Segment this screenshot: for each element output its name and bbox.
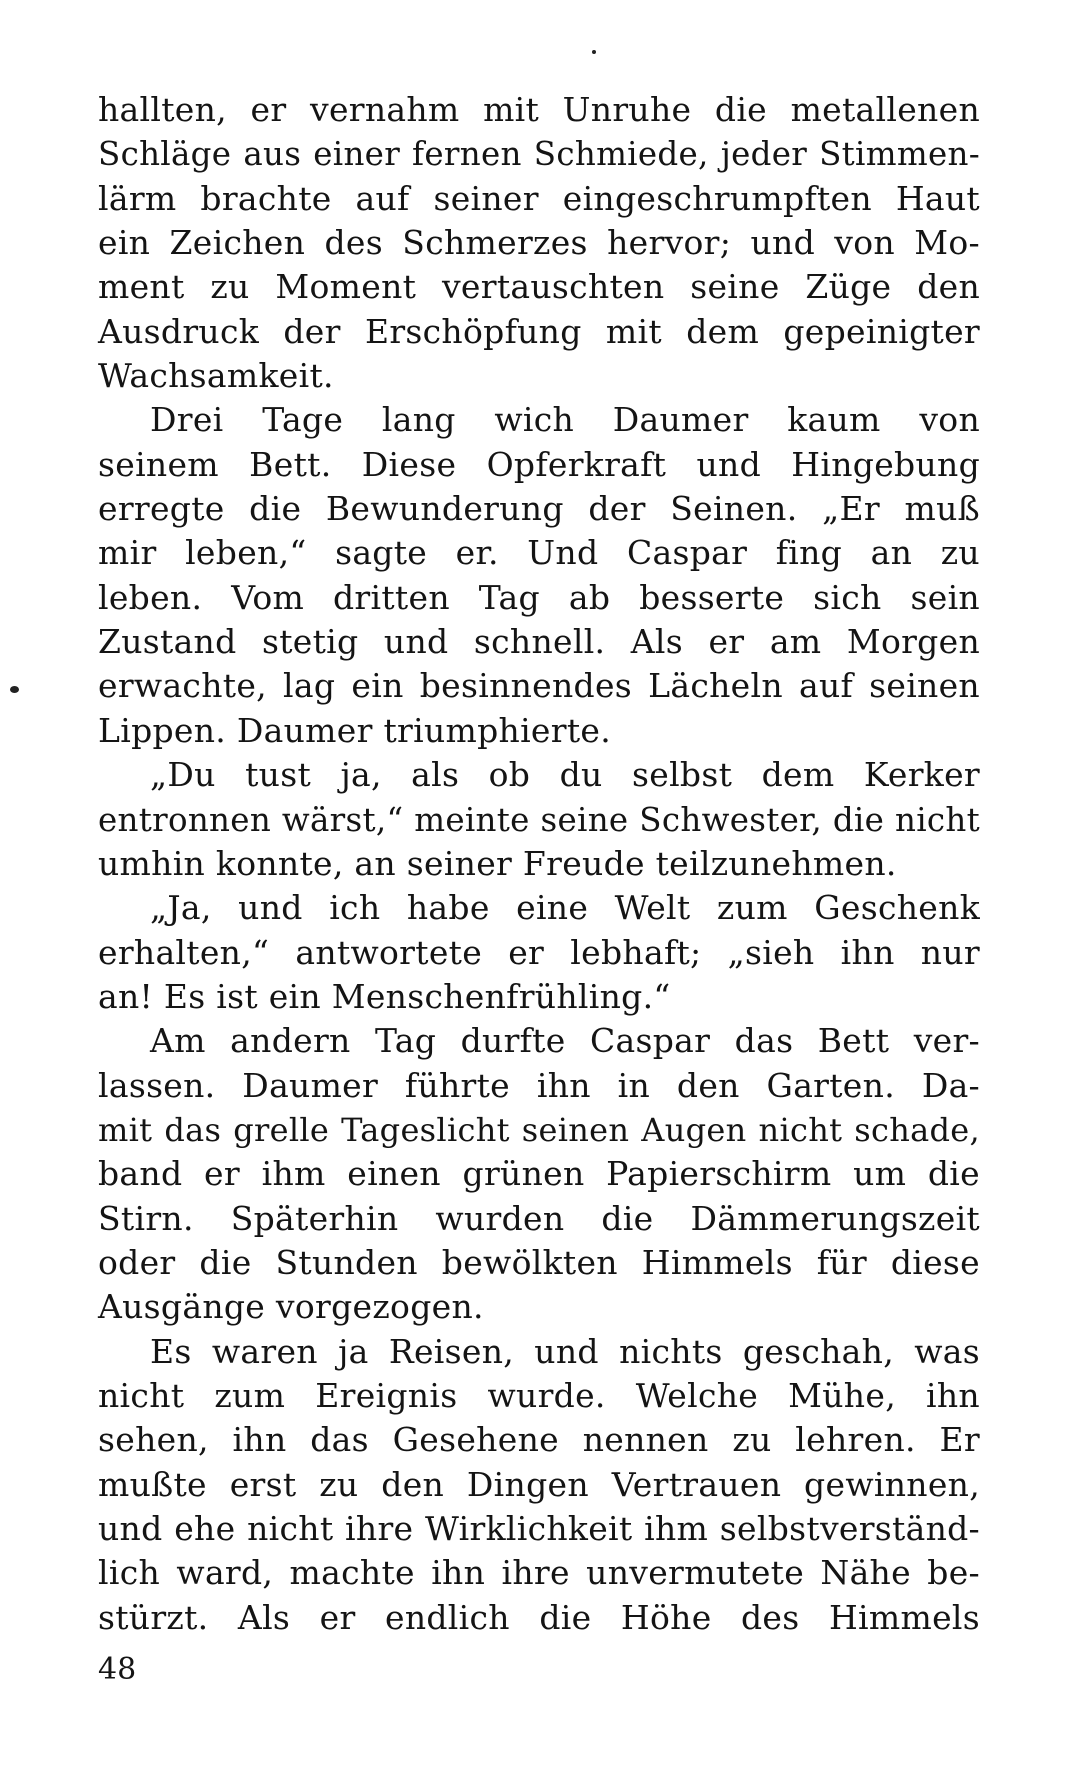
text-line: erregte die Bewunderung der Seinen. „Er muß (98, 489, 980, 529)
text-line: seinem Bett. Diese Opferkraft und Hingebung (98, 444, 980, 484)
text-line: Ausgänge vorgezogen. (98, 1287, 484, 1327)
text-line: sehen, ihn das Gesehene nennen zu lehren. Er (98, 1420, 980, 1460)
text-line: leben. Vom dritten Tag ab besserte sich sein (98, 577, 980, 617)
text-line: umhin konnte, an seiner Freude teilzunehmen. (98, 843, 897, 883)
text-line: mußte erst zu den Dingen Vertrauen gewinnen, (98, 1464, 980, 1504)
text-line: „Ja, und ich habe eine Welt zum Geschenk (150, 888, 980, 928)
text-line: Wachsamkeit. (98, 356, 334, 396)
text-line: stürzt. Als er endlich die Höhe des Himmels (98, 1597, 980, 1637)
text-line: Lippen. Daumer triumphierte. (98, 710, 612, 750)
text-line: entronnen wärst,“ meinte seine Schwester, die nicht (98, 800, 980, 839)
text-line: lärm brachte auf seiner eingeschrumpften Haut (98, 178, 980, 218)
text-line: mit das grelle Tageslicht seinen Augen nicht schade, (98, 1110, 980, 1149)
text-line: hallten, er vernahm mit Unruhe die metallenen (98, 90, 980, 129)
text-line: „Du tust ja, als ob du selbst dem Kerker (150, 755, 980, 795)
text-line: Zustand stetig und schnell. Als er am Morgen (98, 622, 980, 662)
text-line: mir leben,“ sagte er. Und Caspar fing an zu (98, 533, 980, 573)
text-line: Drei Tage lang wich Daumer kaum von (150, 400, 980, 440)
page-number: 48 (98, 1652, 137, 1687)
text-line: Schläge aus einer fernen Schmiede, jeder Stimmen- (98, 135, 980, 174)
text-line: Am andern Tag durfte Caspar das Bett ver- (150, 1021, 980, 1061)
text-line: lich ward, machte ihn ihre unvermutete Nähe be- (98, 1553, 980, 1593)
text-line: und ehe nicht ihre Wirklichkeit ihm selbstverständ- (98, 1509, 980, 1548)
ink-speck (10, 686, 19, 693)
ink-speck (592, 50, 596, 54)
text-line: nicht zum Ereignis wurde. Welche Mühe, ihn (98, 1375, 980, 1415)
text-line: lassen. Daumer führte ihn in den Garten. Da- (98, 1065, 980, 1105)
text-line: erwachte, lag ein besinnendes Lächeln auf seinen (98, 666, 980, 706)
text-line: ein Zeichen des Schmerzes hervor; und von Mo- (98, 223, 980, 263)
text-line: band er ihm einen grünen Papierschirm um die (98, 1154, 980, 1194)
text-line: oder die Stunden bewölkten Himmels für diese (98, 1242, 980, 1282)
text-line: Es waren ja Reisen, und nichts geschah, was (150, 1331, 980, 1371)
text-line: erhalten,“ antwortete er lebhaft; „sieh ihn nur (98, 932, 980, 972)
text-line: Ausdruck der Erschöpfung mit dem gepeinigter (98, 311, 980, 351)
text-line: Stirn. Späterhin wurden die Dämmerungszeit (98, 1198, 980, 1238)
text-line: ment zu Moment vertauschten seine Züge den (98, 267, 980, 307)
text-line: an! Es ist ein Menschenfrühling.“ (98, 976, 671, 1016)
body-text (98, 88, 980, 1640)
